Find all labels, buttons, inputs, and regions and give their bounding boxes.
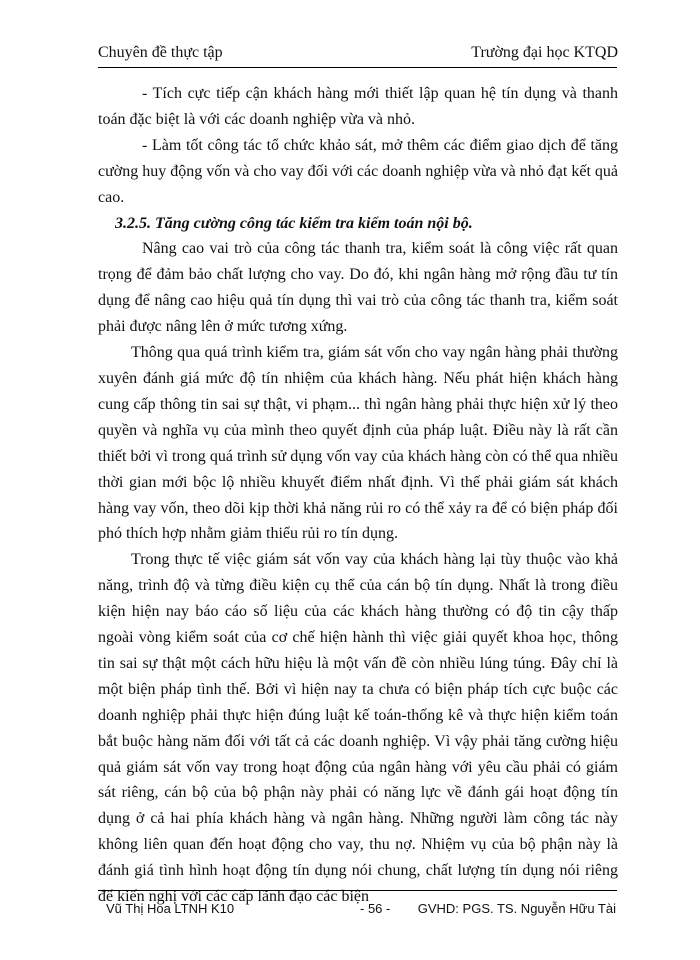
- footer-author: Vũ Thị Hoa LTNH K10: [106, 901, 235, 916]
- body-paragraph-3: Trong thực tế việc giám sát vốn vay của khách hàng lại tùy thuộc vào khả năng, trình độ và từng điều kiện cụ thể của cán bộ tín dụng. Nhất là trong điều kiện hiện nay báo cáo số liệu của các khách hàng thường có độ tin cậy thấp ngoài vòng kiểm soát của cơ chế hiện hành thì việc giải quyết khoa học, thông tin sai sự thật một cách hữu hiệu là một vấn đề còn nhiều lúng túng. Đây chỉ là một biện pháp tình thế. Bởi vì hiện nay ta chưa có biện pháp tích cực buộc các doanh nghiệp phải thực hiện đúng luật kế toán-thống kê và thực hiện kiểm toán bắt buộc hàng năm đối với tất cả các doanh nghiệp. Vì vậy phải tăng cường hiệu quả giám sát vốn vay trong hoạt động của ngân hàng với yêu cầu phải có giám sát riêng, cán bộ của bộ phận này phải có năng lực về đánh gái hoạt động tín dụng ở cả hai phía khách hàng và ngân hàng. Những người làm công tác này không liên quan đến hoạt động cho vay, thu nợ. Nhiệm vụ của bộ phận này là đánh giá tình hình hoạt động tín dụng nói chung, chất lượng tín dụng nói riêng để kiến nghị với các cấp lãnh đạo các biện: [98, 551, 618, 906]
- body-paragraph-1: Nâng cao vai trò của công tác thanh tra, kiểm soát là công việc rất quan trọng để đảm bảo chất lượng cho vay. Do đó, khi ngân hàng mở rộng đầu tư tín dụng để nâng cao hiệu quả tín dụng thì vai trò của công tác thanh tra, kiểm soát phải được nâng lên ở mức tương xứng.: [98, 240, 618, 336]
- section-heading: 3.2.5. Tăng cường công tác kiểm tra kiểm toán nội bộ.: [115, 214, 473, 232]
- page-footer: [98, 901, 618, 921]
- header-university: Trường đại học KTQD: [471, 44, 618, 61]
- bullet-paragraph-2: - Làm tốt công tác tổ chức khảo sát, mở thêm các điểm giao dịch để tăng cường huy động vốn và cho vay đối với các doanh nghiệp vừa và nhỏ đạt kết quả cao.: [98, 136, 618, 206]
- footer-advisor: GVHD: PGS. TS. Nguyễn Hữu Tài: [417, 901, 616, 916]
- bullet-paragraph-1: - Tích cực tiếp cận khách hàng mới thiết lập quan hệ tín dụng và thanh toán đặc biệt là với các doanh nghiệp vừa và nhỏ.: [98, 85, 618, 128]
- header-report-title: Chuyên đề thực tập: [98, 44, 223, 61]
- document-body: [98, 81, 618, 910]
- body-paragraph-2: Thông qua quá trình kiểm tra, giám sát vốn cho vay ngân hàng phải thường xuyên đánh giá mức độ tín nhiệm của khách hàng. Nếu phát hiện khách hàng cung cấp thông tin sai sự thật, vi phạm... thì ngân hàng phải thực hiện xử lý theo quyền và nghĩa vụ của mình theo quyết định của pháp luật. Điều này là rất cần thiết bởi vì trong quá trình sử dụng vốn vay của khách hàng còn có thể qua nhiều thời gian mới bộc lộ nhiều khuyết điểm nhất định. Vì thế phải giám sát khách hàng vay vốn, theo dõi kịp thời khả năng rủi ro có thể xảy ra để có biện pháp đối phó thích hợp nhằm giảm thiểu rủi ro tín dụng.: [98, 344, 618, 543]
- header-divider: [98, 67, 617, 68]
- page-header: [98, 44, 618, 66]
- footer-divider: [98, 890, 617, 891]
- page-number: - 56 -: [360, 901, 391, 916]
